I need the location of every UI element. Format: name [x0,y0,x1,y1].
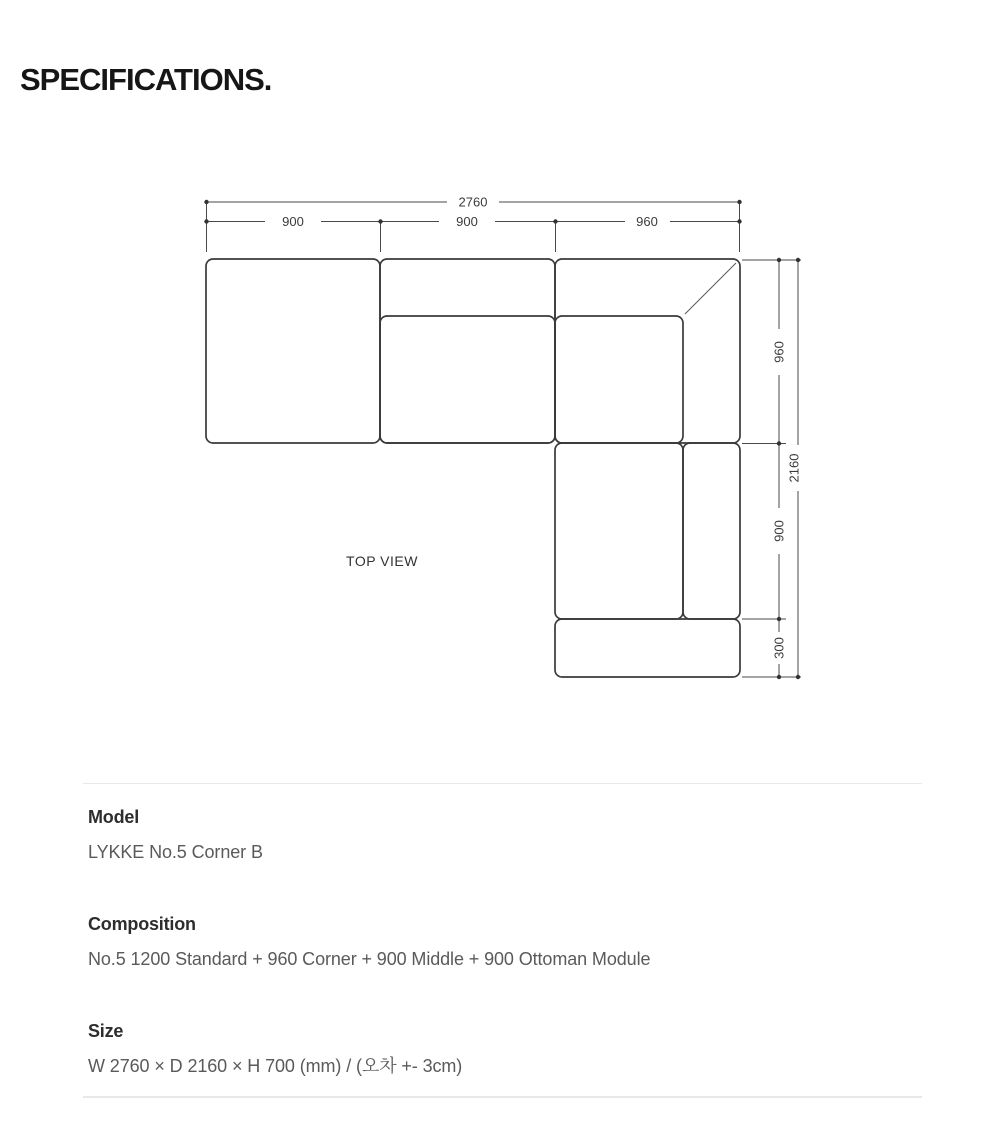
dim-label-total-width: 2760 [458,194,488,210]
dimension-dots [204,200,800,679]
model-value: LYKKE No.5 Corner B [88,842,263,862]
size-section [88,1020,918,1077]
module-standard-rect [206,259,380,443]
sofa-modules [206,259,740,677]
dimension-lines [206,202,801,677]
dim-label-depth-900: 900 [771,520,787,542]
size-value: W 2760 × D 2160 × H 700 (mm) / (오차 +- 3cm) [88,1056,463,1076]
top-view-label: TOP VIEW [346,552,418,569]
module-lower-seat-rect [555,443,683,619]
corner-diagonal-seam-line [685,263,736,314]
model-heading: Model [88,807,139,827]
composition-section [88,913,918,970]
model-section [88,806,918,863]
module-corner-seat-rect [555,316,683,443]
dim-label-segment-900-left: 900 [282,214,304,230]
dim-label-segment-960: 960 [636,214,658,230]
size-heading: Size [88,1021,124,1041]
divider-bottom [83,1096,922,1098]
module-ottoman-rect [555,619,740,677]
dim-label-depth-960: 960 [771,341,787,363]
divider-top [83,783,922,784]
dim-label-segment-900-mid: 900 [456,214,478,230]
module-lower-arm-rect [683,443,740,619]
module-middle-rect [380,259,555,443]
module-middle-seat-rect [380,316,555,443]
composition-heading: Composition [88,914,196,934]
composition-value: No.5 1200 Standard + 960 Corner + 900 Middle + 900 Ottoman Module [88,949,651,969]
page-title: SPECIFICATIONS. [20,62,272,97]
dim-label-total-depth: 2160 [786,453,802,483]
dim-label-depth-300: 300 [771,637,787,659]
